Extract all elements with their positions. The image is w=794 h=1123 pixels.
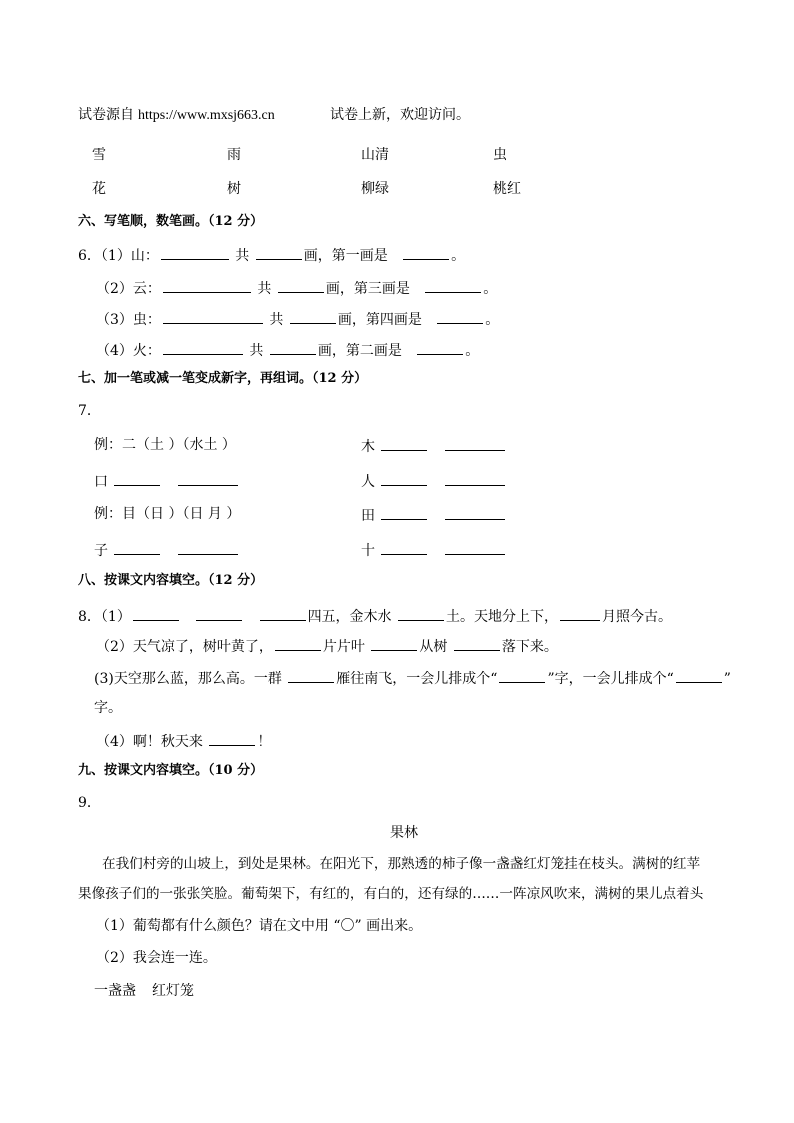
s8-line-3-cont: 字。 (94, 700, 122, 716)
item-end: 。 (485, 312, 500, 328)
s9-question-2: （2）我会连一连。 (96, 950, 217, 966)
text: 土。天地分上下， (446, 609, 559, 625)
text: （4）啊！秋天来 (96, 734, 203, 750)
item-hua: 画，第三画是 (325, 281, 410, 297)
answer-blank[interactable] (278, 278, 324, 293)
text: 月照今古。 (602, 609, 673, 625)
source-line (78, 106, 275, 125)
s6-item-1 (78, 245, 465, 265)
item-hua: 画，第四画是 (337, 312, 422, 328)
answer-blank[interactable] (403, 245, 449, 260)
source-url[interactable]: https://www.mxsj663.cn (138, 108, 275, 123)
q-number: 9． (78, 795, 101, 811)
s6-item-4 (96, 340, 479, 360)
answer-blank[interactable] (260, 606, 306, 621)
answer-blank[interactable] (454, 636, 500, 651)
char: 子 (94, 543, 108, 559)
answer-blank[interactable] (381, 471, 427, 486)
item-prefix: （4）火： (96, 343, 161, 359)
answer-blank[interactable] (290, 309, 336, 324)
answer-blank[interactable] (445, 436, 505, 451)
passage-line-2: 果像孩子们的一张张笑脸。葡萄架下，有红的，有白的，还有绿的……一阵凉风吹来，满树的果儿点着头 (78, 886, 704, 902)
answer-blank[interactable] (398, 606, 444, 621)
match-right[interactable]: 红灯笼 (152, 983, 194, 999)
char: 人 (361, 474, 375, 490)
s7-right-1 (361, 436, 507, 456)
answer-blank[interactable] (163, 340, 243, 355)
item-end: 。 (451, 248, 466, 264)
answer-blank[interactable] (114, 471, 160, 486)
text: 从树 (419, 639, 448, 655)
answer-blank[interactable] (114, 540, 160, 555)
item-gong: 共 (257, 281, 272, 297)
char: 口 (94, 474, 108, 490)
answer-blank[interactable] (445, 505, 505, 520)
passage-line-1: 在我们村旁的山坡上，到处是果林。在阳光下，那熟透的柿子像一盏盏红灯笼挂在枝头。满树的红苹 (102, 856, 701, 872)
char: 十 (361, 543, 375, 559)
item-prefix: （1）山： (100, 248, 159, 264)
answer-blank[interactable] (445, 471, 505, 486)
section-8-title: 八、按课文内容填空。（12 分） (78, 573, 264, 588)
answer-blank[interactable] (425, 278, 481, 293)
s7-left-3: 例：目（日 ）（日 月 ） (94, 506, 241, 522)
s7-left-4 (94, 540, 240, 560)
item-gong: 共 (249, 343, 264, 359)
answer-blank[interactable] (381, 505, 427, 520)
text: 落下来。 (501, 639, 558, 655)
q-number: 6． (78, 248, 101, 264)
passage-title: 果林 (390, 825, 418, 841)
word-cell: 山清 (361, 147, 389, 163)
answer-blank[interactable] (676, 668, 722, 683)
match-left[interactable]: 一盏盏 (94, 983, 136, 999)
s9-question-1: （1）葡萄都有什么颜色？请在文中用 “〇” 画出来。 (96, 918, 423, 934)
section-9-title: 九、按课文内容填空。（10 分） (78, 763, 264, 778)
tagline: 试卷上新，欢迎访问。 (330, 107, 470, 123)
item-hua: 画，第二画是 (317, 343, 402, 359)
answer-blank[interactable] (381, 436, 427, 451)
answer-blank[interactable] (381, 540, 427, 555)
text: 片片叶 (322, 639, 365, 655)
s6-item-2 (96, 278, 497, 298)
answer-blank[interactable] (288, 668, 334, 683)
answer-blank[interactable] (371, 636, 417, 651)
s7-right-3 (361, 505, 507, 525)
q-number: 7． (78, 403, 101, 419)
answer-blank[interactable] (161, 245, 229, 260)
text: ！ (257, 734, 272, 750)
answer-blank[interactable] (163, 309, 263, 324)
text: （1） (100, 609, 131, 625)
answer-blank[interactable] (133, 606, 179, 621)
word-cell: 桃红 (493, 181, 521, 197)
word-cell: 虫 (493, 147, 507, 163)
s7-right-2 (361, 471, 507, 491)
answer-blank[interactable] (178, 540, 238, 555)
text: 雁往南飞，一会儿排成个“ (336, 671, 498, 687)
s8-line-4 (96, 731, 271, 751)
answer-blank[interactable] (196, 606, 242, 621)
s8-line-1 (78, 606, 672, 626)
answer-blank[interactable] (417, 340, 463, 355)
s7-left-1: 例：二（土 ）（水土 ） (94, 437, 236, 453)
word-cell: 柳绿 (361, 181, 389, 197)
item-hua: 画，第一画是 (303, 248, 388, 264)
q-number: 8． (78, 609, 101, 625)
text: (3)天空那么蓝，那么高。一群 (94, 671, 282, 687)
text: （2）天气凉了，树叶黄了， (96, 639, 273, 655)
source-label: 试卷源自 (78, 107, 134, 123)
answer-blank[interactable] (445, 540, 505, 555)
text: 四五，金木水 (307, 609, 392, 625)
item-gong: 共 (235, 248, 250, 264)
item-prefix: （2）云： (96, 281, 161, 297)
answer-blank[interactable] (256, 245, 302, 260)
word-cell: 花 (92, 181, 106, 197)
answer-blank[interactable] (209, 731, 255, 746)
section-7-title: 七、加一笔或减一笔变成新字，再组词。（12 分） (78, 371, 368, 386)
answer-blank[interactable] (560, 606, 600, 621)
answer-blank[interactable] (499, 668, 545, 683)
word-cell: 雪 (92, 147, 106, 163)
text: ”字，一会儿排成个“ (547, 671, 674, 687)
char: 木 (361, 439, 375, 455)
section-6-title: 六、写笔顺，数笔画。（12 分） (78, 214, 264, 229)
item-gong: 共 (269, 312, 284, 328)
item-end: 。 (465, 343, 480, 359)
answer-blank[interactable] (437, 309, 483, 324)
item-end: 。 (483, 281, 498, 297)
s7-left-2 (94, 471, 240, 491)
s8-line-2 (96, 636, 558, 656)
s6-item-3 (96, 309, 499, 329)
word-cell: 雨 (227, 147, 241, 163)
answer-blank[interactable] (178, 471, 238, 486)
text: ” (723, 671, 731, 687)
char: 田 (361, 508, 375, 524)
s7-right-4 (361, 540, 507, 560)
answer-blank[interactable] (163, 278, 251, 293)
answer-blank[interactable] (270, 340, 316, 355)
answer-blank[interactable] (275, 636, 321, 651)
s8-line-3 (94, 668, 731, 688)
item-prefix: （3）虫： (96, 312, 161, 328)
word-cell: 树 (227, 181, 241, 197)
